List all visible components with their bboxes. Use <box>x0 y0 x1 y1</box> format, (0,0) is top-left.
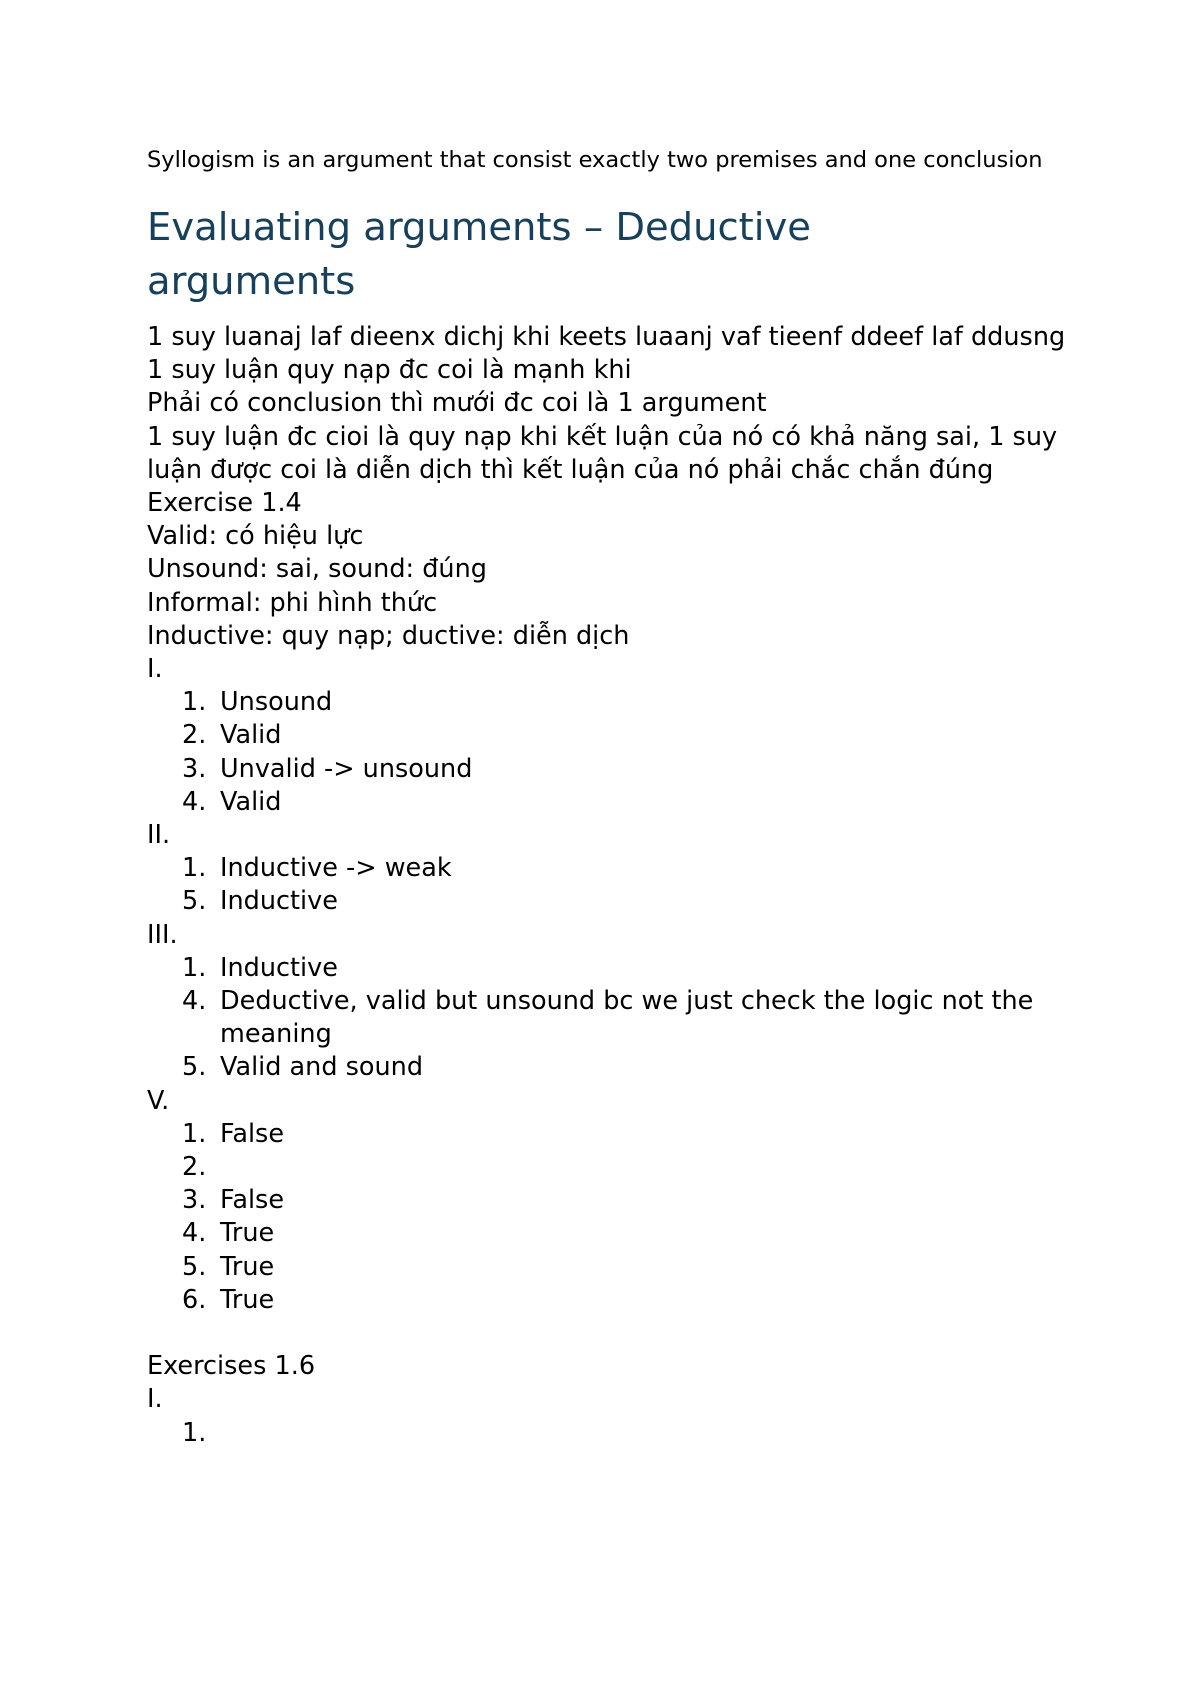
list-item <box>147 985 1077 1051</box>
note-line: Phải có conclusion thì mưới đc coi là 1 argument <box>147 388 767 419</box>
item-text: True <box>220 1284 275 1315</box>
exercise-1-6-title: Exercises 1.6 <box>147 1351 316 1382</box>
item-text: Inductive <box>220 952 338 983</box>
vocab-line: Unsound: sai, sound: đúng <box>147 554 487 585</box>
vocab-line: Valid: có hiệu lực <box>147 521 364 552</box>
list-item <box>147 1151 1077 1184</box>
note-line: 1 suy luận đc cioi là quy nạp khi kết luận của nó có khả năng sai, 1 suy luận được coi là diễn dịch thì kết luận của nó phải chắc chắn đúng <box>147 421 1058 485</box>
blank-line <box>147 1317 1077 1350</box>
exercise-1-4-title: Exercise 1.4 <box>147 488 302 519</box>
section-heading: Evaluating arguments – Deductive arguments <box>147 205 811 304</box>
item-number: 3. <box>182 1185 207 1216</box>
item-number: 1. <box>182 1417 207 1448</box>
item-text: Valid <box>220 720 282 751</box>
item-number: 5. <box>182 886 207 917</box>
list-item <box>147 952 1077 985</box>
item-text: Unsound <box>220 687 333 718</box>
section-label: I. <box>147 1384 163 1415</box>
item-number: 3. <box>182 753 207 784</box>
list-item <box>147 719 1077 752</box>
item-number: 4. <box>182 786 207 817</box>
section-label: II. <box>147 820 171 851</box>
list-item <box>147 1251 1077 1284</box>
item-number: 4. <box>182 986 207 1017</box>
document-page <box>147 143 1077 1450</box>
item-number: 1. <box>182 1118 207 1149</box>
answer-list <box>147 1118 1077 1317</box>
vocab-line: Inductive: quy nạp; ductive: diễn dịch <box>147 620 630 651</box>
intro-paragraph: Syllogism is an argument that consist exactly two premises and one conclusion <box>147 147 1043 173</box>
list-item <box>147 885 1077 918</box>
item-number: 4. <box>182 1218 207 1249</box>
answer-list <box>147 952 1077 1085</box>
item-text: Inductive -> weak <box>220 853 452 884</box>
item-number: 6. <box>182 1284 207 1315</box>
list-item <box>147 786 1077 819</box>
list-item <box>147 1051 1077 1084</box>
item-number: 1. <box>182 687 207 718</box>
note-line: 1 suy luận quy nạp đc coi là mạnh khi <box>147 355 632 386</box>
item-text: Unvalid -> unsound <box>220 753 473 784</box>
vocab-line: Informal: phi hình thức <box>147 587 438 618</box>
section-label: I. <box>147 654 163 685</box>
section-label: V. <box>147 1085 170 1116</box>
item-text: False <box>220 1185 285 1216</box>
list-item <box>147 1184 1077 1217</box>
list-item <box>147 1284 1077 1317</box>
list-item <box>147 1217 1077 1250</box>
item-number: 5. <box>182 1052 207 1083</box>
answer-list <box>147 852 1077 918</box>
list-item <box>147 686 1077 719</box>
answer-list <box>147 1417 1077 1450</box>
item-number: 2. <box>182 720 207 751</box>
item-number: 1. <box>182 952 207 983</box>
item-number: 1. <box>182 853 207 884</box>
list-item <box>147 852 1077 885</box>
item-text: Valid and sound <box>220 1052 424 1083</box>
list-item <box>147 1118 1077 1151</box>
item-text: True <box>220 1218 275 1249</box>
answer-list <box>147 686 1077 819</box>
item-text: Deductive, valid but unsound bc we just check the logic not the meaning <box>220 986 1034 1050</box>
item-text: Inductive <box>220 886 338 917</box>
item-text: True <box>220 1251 275 1282</box>
list-item <box>147 753 1077 786</box>
item-text: Valid <box>220 786 282 817</box>
section-label: III. <box>147 919 178 950</box>
item-number: 5. <box>182 1251 207 1282</box>
item-number: 2. <box>182 1152 207 1183</box>
list-item <box>147 1417 1077 1450</box>
item-text: False <box>220 1118 285 1149</box>
note-line: 1 suy luanaj laf dieenx dichj khi keets luaanj vaf tieenf ddeef laf ddusng <box>147 322 1066 352</box>
